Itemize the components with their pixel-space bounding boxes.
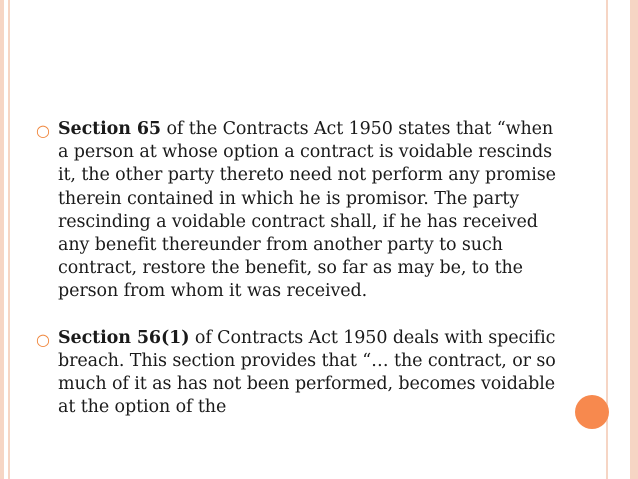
- paragraph-lead: Section 56(1): [58, 327, 190, 348]
- decorative-circle: [575, 395, 609, 429]
- slide-body: [36, 118, 556, 442]
- bullet-icon: ○: [36, 121, 50, 140]
- paragraph-text: of Contracts Act 1950 deals with specific breach. This section provides that “… the contract, or so much of it as has not been performed, becomes voidable at the option of the: [58, 327, 556, 418]
- paragraph-section-65: [58, 118, 556, 304]
- bullet-icon: ○: [36, 329, 50, 349]
- left-border-outer: [0, 0, 4, 479]
- paragraph-text: of the Contracts Act 1950 states that “when a person at whose option a contract is voidable rescinds it, the other party thereto need not perform any promise therein contained in which he is promisor. The party rescinding a voidable contract shall, if he has received any benefit thereunder from another party to such contract, restore the benefit, so far as may be, to the person from whom it was received.: [58, 119, 556, 302]
- right-border-outer: [630, 0, 638, 479]
- paragraph-section-56: [58, 327, 556, 420]
- bullet-item-section-56: [36, 327, 556, 420]
- bullet-item-section-65: [36, 118, 556, 304]
- paragraph-lead: Section 65: [58, 119, 162, 139]
- left-border-inner: [8, 0, 10, 479]
